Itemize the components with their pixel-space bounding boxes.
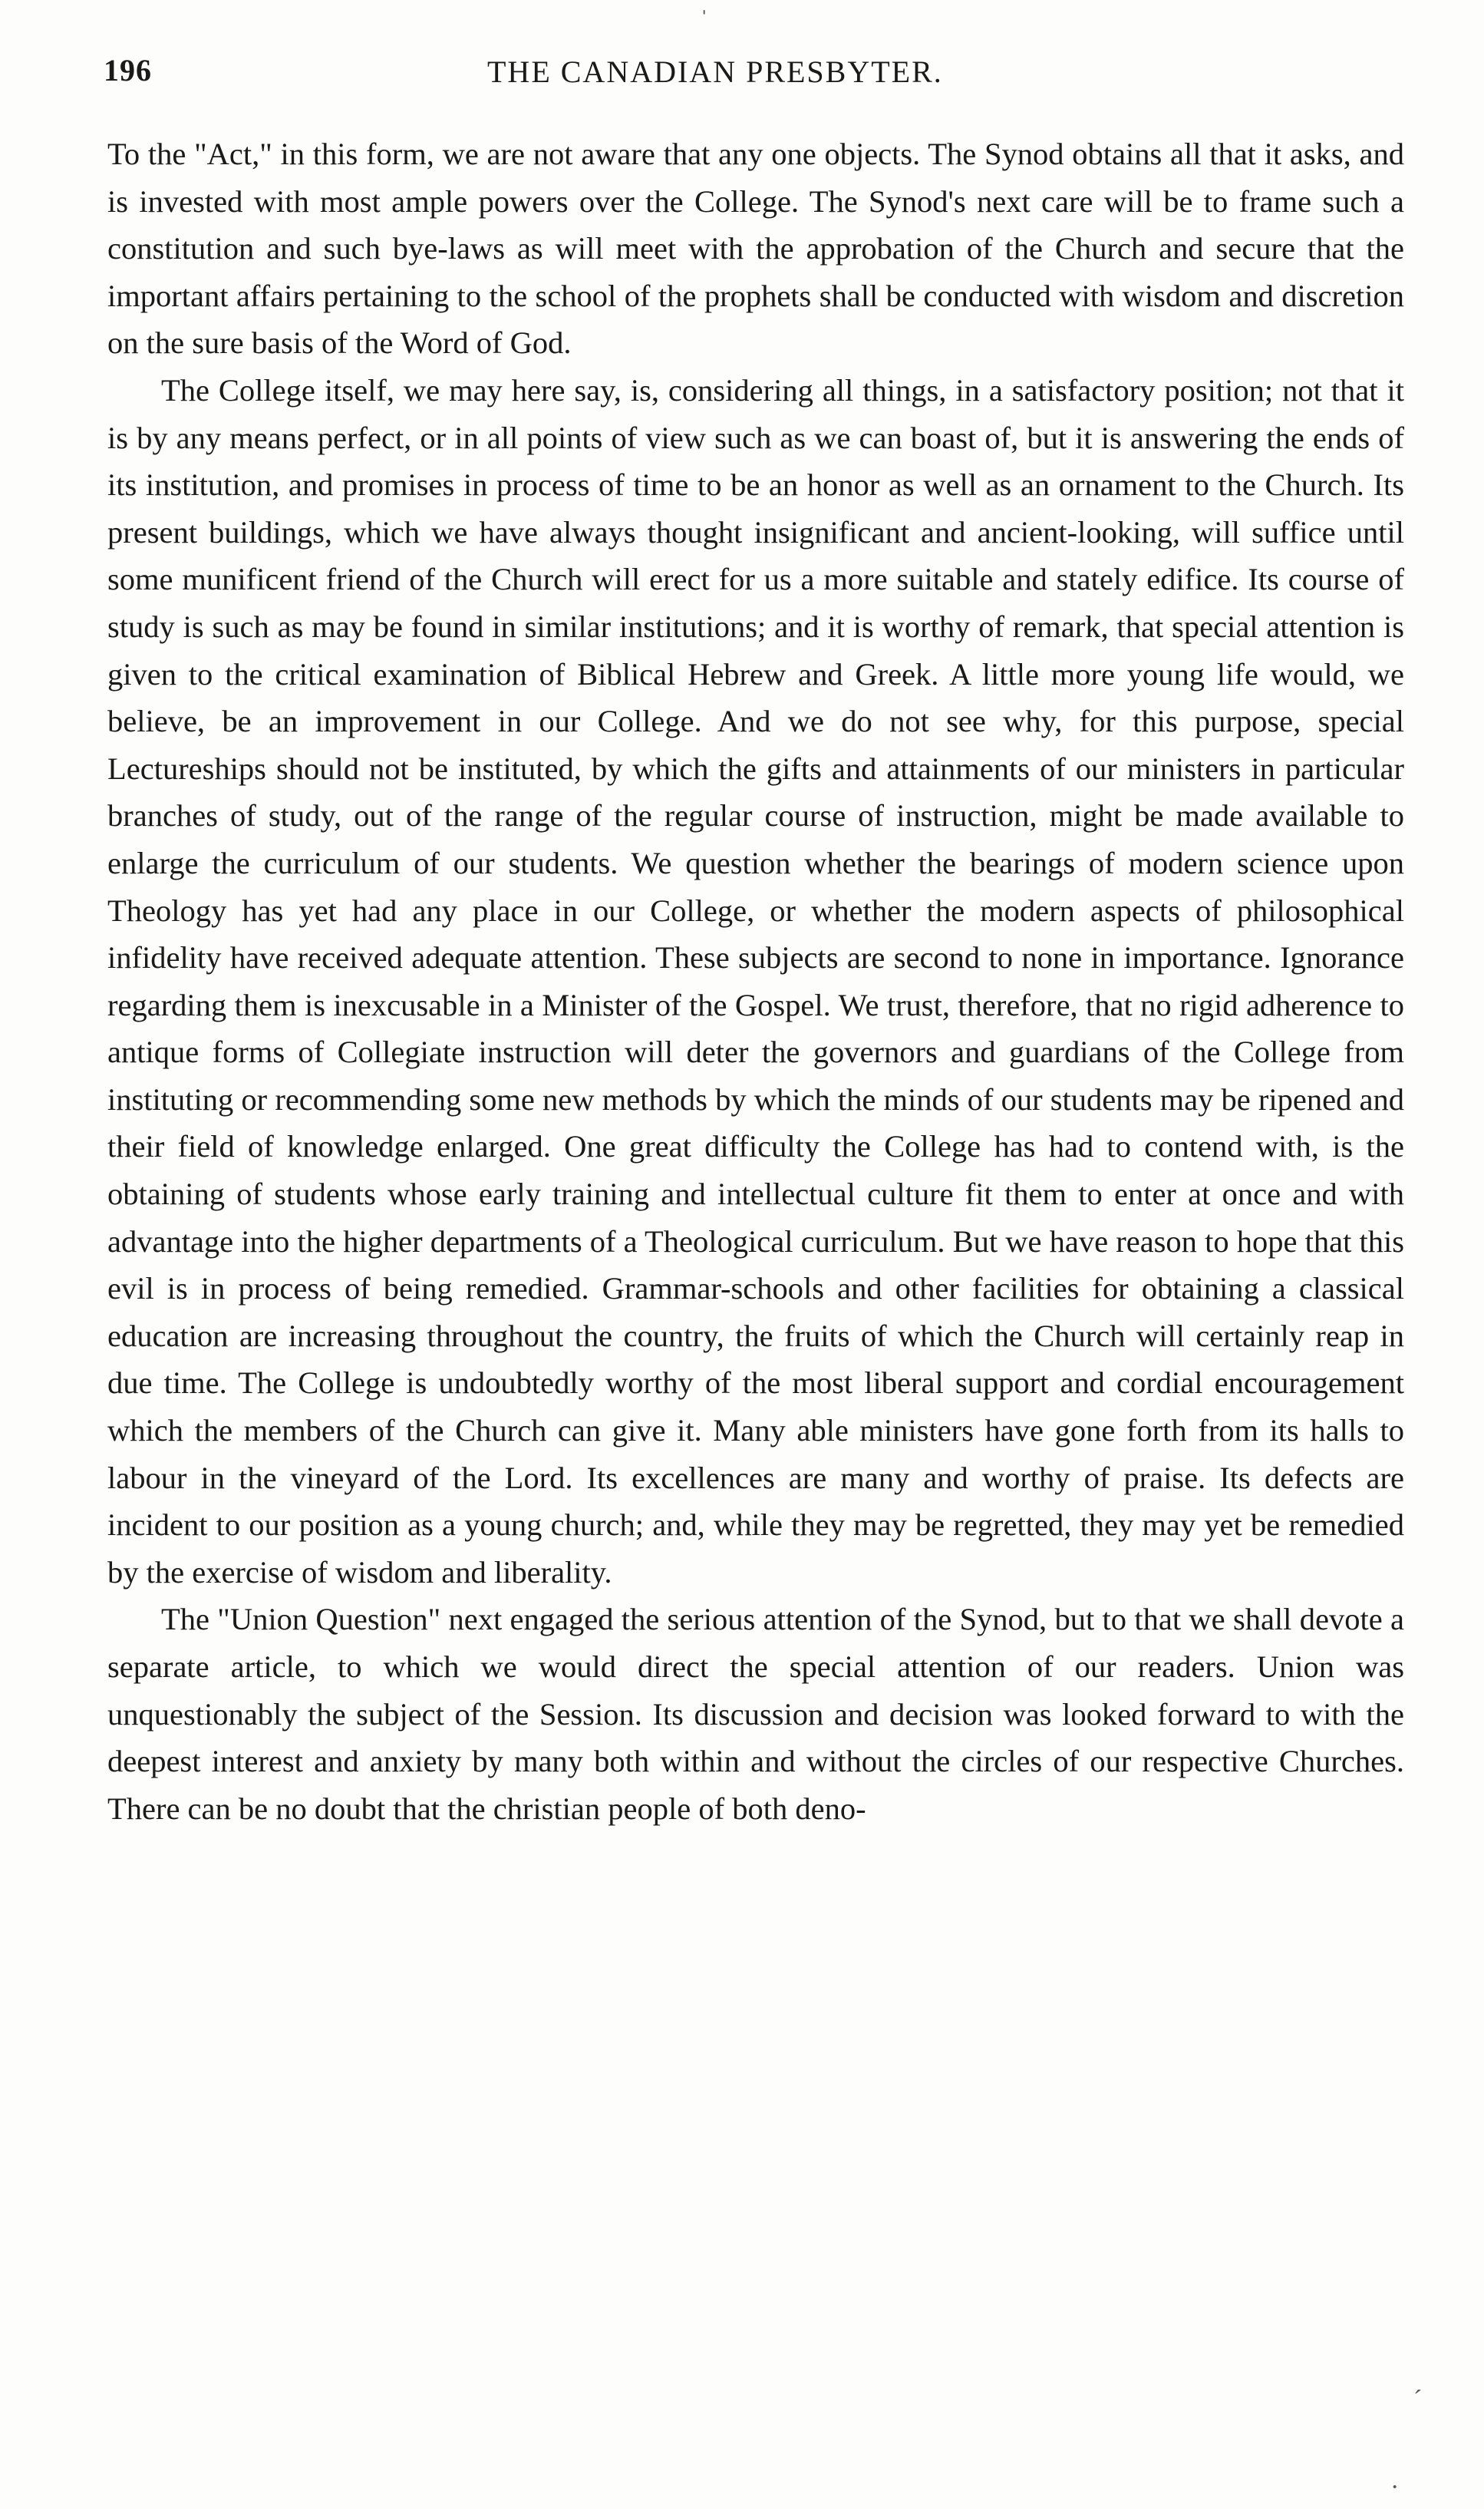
paragraph-union-question: The "Union Question" next engaged the serious attention of the Synod, but to that we shall devote a separate article, to which we would direct the special attention of our readers. Union was unquestionably the subject of the Session. Its discussion and decision was looked forward to with the deepest interest and anxiety by many both within and without the circles of our respective Churches. There can be no doubt that the christian people of both deno- — [107, 1602, 1404, 1826]
body-text — [107, 130, 1404, 1832]
paragraph-college: The College itself, we may here say, is, considering all things, in a satisfactory position; not that it is by any means perfect, or in all points of view such as we can boast of, but it is answering the ends of its institution, and promises in process of time to be an honor as well as an ornament to the Church. Its present buildings, which we have always thought insignificant and ancient-looking, will suffice until some munificent friend of the Church will erect for us a more suitable and stately edifice. Its course of study is such as may be found in similar institutions; and it is worthy of remark, that special attention is given to the critical examination of Biblical Hebrew and Greek. A little more young life would, we believe, be an improvement in our College. And we do not see why, for this purpose, special Lectureships should not be instituted, by which the gifts and attainments of our ministers in particular branches of study, out of the range of the regular course of instruction, might be made available to enlarge the curriculum of our students. We question whether the bearings of modern science upon Theology has yet had any place in our College, or whether the modern aspects of philosophical infidelity have received adequate attention. These subjects are second to none in importance. Ignorance regarding them is inexcusable in a Minister of the Gospel. We trust, therefore, that no rigid adherence to antique forms of Collegiate instruction will deter the governors and guardians of the College from instituting or recommending some new methods by which the minds of our students may be ripened and their field of knowledge enlarged. One great difficulty the College has had to contend with, is the obtaining of students whose early training and intellectual culture fit them to enter at once and with advantage into the higher departments of a Theological curriculum. But we have reason to hope that this evil is in process of being remedied. Grammar-schools and other facilities for obtaining a classical education are increasing throughout the country, the fruits of which the Church will certainly reap in due time. The College is undoubtedly worthy of the most liberal support and cordial encouragement which the members of the Church can give it. Many able ministers have gone forth from its halls to labour in the vineyard of the Lord. Its excellences are many and worthy of praise. Its defects are incident to our position as a young church; and, while they may be regretted, they may yet be remedied by the exercise of wisdom and liberality. — [107, 372, 1404, 1590]
paragraph-act: To the "Act," in this form, we are not aware that any one objects. The Synod obtains all that it asks, and is invested with most ample powers over the College. The Synod's next care will be to frame such a constitution and such bye-laws as will meet with the approbation of the Church and secure that the important affairs pertaining to the school of the prophets shall be conducted with wisdom and discretion on the sure basis of the Word of God. — [107, 137, 1404, 361]
running-title: THE CANADIAN PRESBYTER. — [487, 54, 943, 89]
page-number: 196 — [104, 53, 152, 87]
scan-mark-top: ˈ — [700, 6, 709, 35]
scan-mark-margin: ˊ — [1413, 2385, 1423, 2414]
page-header — [104, 46, 1408, 100]
scan-mark-bottom: · — [1390, 2473, 1400, 2501]
